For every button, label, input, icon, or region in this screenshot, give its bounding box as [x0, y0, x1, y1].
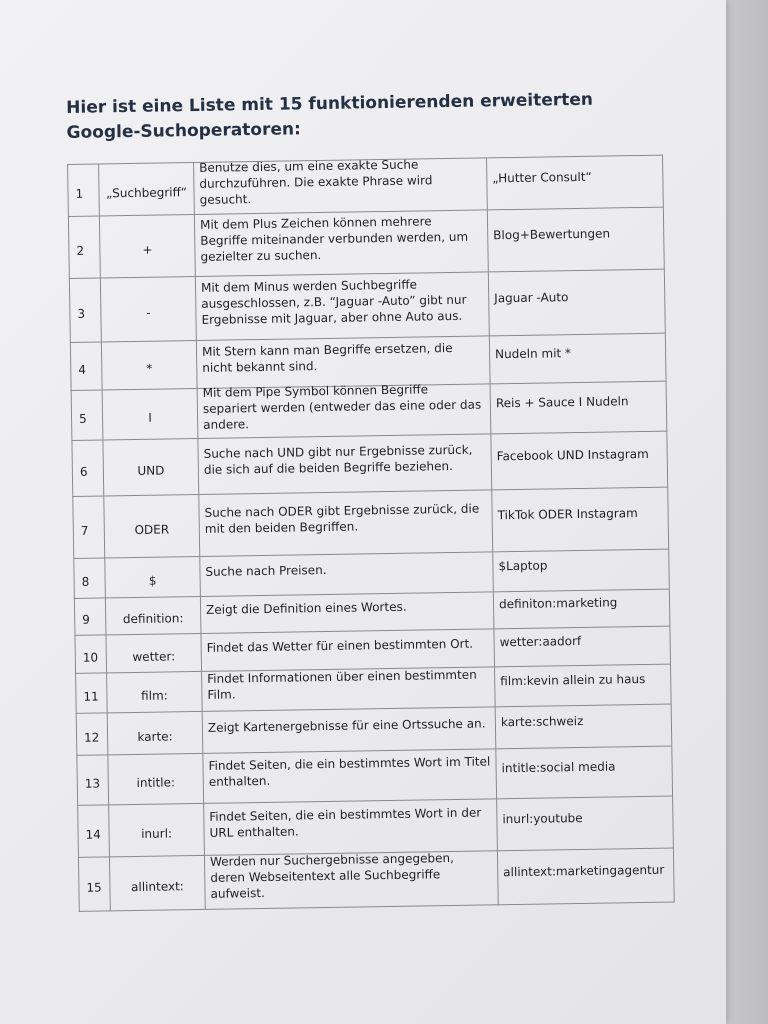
document-title: Hier ist eine Liste mit 15 funktionierenden erweiterten Google-Suchoperatoren: [66, 89, 594, 143]
description-cell: Findet Seiten, die ein bestimmtes Wort in der URL enthalten. [204, 799, 498, 856]
row-number: 7 [73, 496, 105, 558]
row-number: 1 [68, 164, 100, 216]
description-cell: Findet Informationen über einen bestimmten Film. [202, 667, 496, 712]
table-row [78, 796, 674, 857]
row-number: 9 [74, 598, 106, 635]
description-cell: Benutze dies, um eine exakte Suche durchzuführen. Die exakte Phrase wird gesucht. [194, 158, 488, 215]
table-row [68, 207, 664, 278]
example-cell: wetter:aadorf [494, 626, 671, 667]
row-number: 15 [78, 857, 110, 911]
operator-cell: intitle: [108, 753, 204, 804]
description-cell: Werden nur Suchergebnisse angegeben, deren Webseitentext alle Suchbegriffe aufweist. [204, 851, 498, 910]
operator-cell: - [100, 276, 196, 341]
operator-cell: ODER [104, 494, 200, 557]
operator-cell: inurl: [109, 803, 205, 856]
description-cell: Mit dem Minus werden Suchbegriffe ausgeschlossen, z.B. “Jaguar -Auto” gibt nur Ergebnisse mit Jaguar, aber ohne Auto aus. [195, 272, 489, 341]
description-cell: Zeigt Kartenergebnisse für eine Ortssuche an. [202, 707, 496, 754]
document-content [66, 86, 699, 912]
example-cell: karte:schweiz [495, 704, 672, 749]
description-cell: Mit dem Plus Zeichen können mehrere Begriffe miteinander verbunden werden, um gezielter zu suchen. [194, 210, 488, 277]
example-cell: Facebook UND Instagram [491, 431, 668, 490]
description-cell: Mit Stern kann man Begriffe ersetzen, die nicht bekannt sind. [196, 336, 490, 389]
example-cell: definiton:marketing [493, 589, 670, 629]
operator-cell: karte: [107, 711, 203, 754]
description-cell: Suche nach UND gibt nur Ergebnisse zurück, die sich auf die beiden Begriffe beziehen. [198, 434, 492, 495]
operator-cell: wetter: [106, 633, 202, 672]
example-cell: allintext:marketingagentur [497, 848, 674, 905]
description-cell: Findet Seiten, die ein bestimmtes Wort im Titel enthalten. [203, 749, 497, 804]
example-cell: Blog+Bewertungen [487, 207, 664, 272]
example-cell: Jaguar -Auto [488, 269, 665, 336]
description-cell: Suche nach Preisen. [200, 552, 494, 597]
example-cell: TikTok ODER Instagram [492, 487, 669, 552]
row-number: 6 [72, 440, 104, 496]
example-cell: $Laptop [493, 549, 670, 592]
row-number: 13 [77, 755, 109, 805]
table-row [68, 155, 664, 216]
example-cell: inurl:youtube [497, 796, 674, 851]
operator-cell: + [99, 214, 195, 277]
example-cell: Reis + Sauce I Nudeln [490, 381, 667, 434]
operator-cell: definition: [105, 596, 201, 634]
row-number: 8 [74, 558, 106, 598]
operator-cell: I [102, 388, 198, 439]
operator-cell: $ [105, 556, 201, 597]
example-cell: Nudeln mit * [489, 333, 666, 384]
example-cell: „Hutter Consult“ [487, 155, 664, 210]
operator-cell: allintext: [109, 855, 205, 910]
row-number: 11 [76, 673, 108, 713]
operators-table [67, 155, 675, 912]
table-row [72, 431, 668, 496]
operator-cell: film: [107, 671, 203, 712]
row-number: 4 [70, 342, 102, 390]
row-number: 2 [68, 216, 100, 278]
description-cell: Zeigt die Definition eines Wortes. [200, 592, 494, 634]
example-cell: film:kevin allein zu haus [495, 664, 672, 707]
description-cell: Mit dem Pipe Symbol können Begriffe separiert werden (entweder das eine oder das andere. [197, 384, 491, 439]
operator-cell: UND [103, 438, 199, 495]
row-number: 5 [71, 390, 103, 440]
table-row [73, 487, 669, 558]
operator-cell: „Suchbegriff“ [99, 163, 195, 216]
operator-cell: * [101, 340, 197, 389]
row-number: 12 [76, 713, 108, 755]
description-cell: Suche nach ODER gibt Ergebnisse zurück, die mit den beiden Begriffen. [199, 490, 493, 557]
description-cell: Findet das Wetter für einen bestimmten Ort. [201, 629, 495, 672]
row-number: 10 [75, 635, 107, 673]
example-cell: intitle:social media [496, 746, 673, 799]
row-number: 14 [78, 805, 110, 857]
table-row [69, 269, 665, 342]
row-number: 3 [69, 278, 101, 342]
table-row [78, 848, 674, 911]
